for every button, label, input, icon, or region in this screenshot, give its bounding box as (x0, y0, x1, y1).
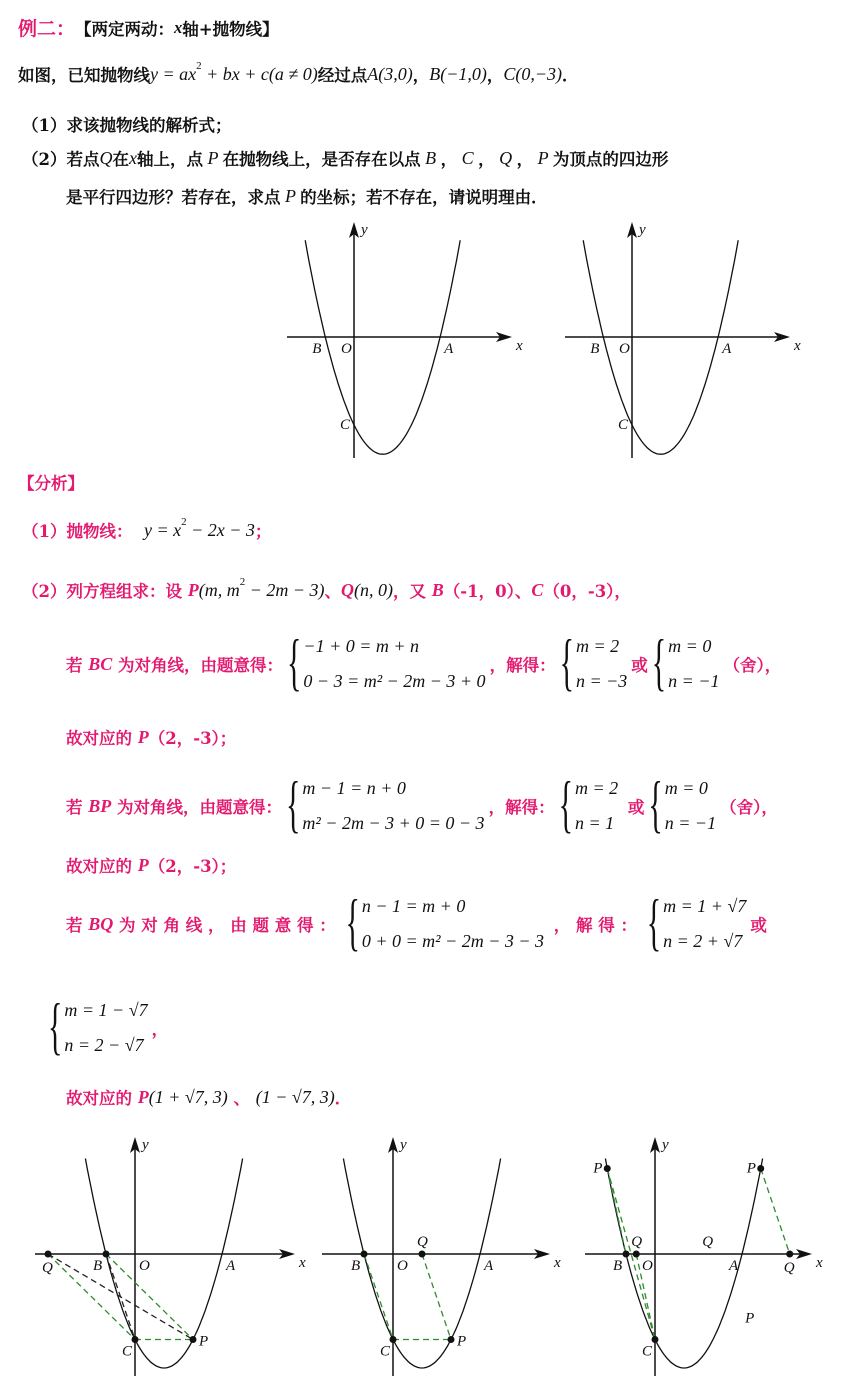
parabola-figure (322, 1137, 561, 1376)
math-text: C (457, 147, 479, 168)
text-segment: 故对应的 (66, 1089, 138, 1108)
text-segment: ， (478, 150, 495, 169)
point-label: B (351, 1258, 361, 1274)
text-segment: 为 对 角 线 ， 由 题 意 得 ： (113, 916, 342, 935)
point-label: A (722, 341, 732, 357)
text-segment: 【两定两动： (75, 19, 175, 39)
text-segment: 在抛物线上，是否存在以点 (222, 150, 421, 169)
point-dot (757, 1165, 764, 1172)
brace-icon: { (559, 628, 574, 698)
text-segment: （0，-3）， (543, 582, 631, 601)
equation-row: m² − 2m − 3 + 0 = 0 − 3 (302, 813, 485, 833)
math-text: P (533, 147, 553, 168)
text-segment: 或 (622, 798, 645, 817)
text-segment: ， (412, 66, 430, 85)
text-segment: 、 (324, 582, 342, 601)
math-text: B (431, 579, 444, 600)
text-segment: （2，-3）； (148, 729, 237, 748)
equation-row: 0 + 0 = m² − 2m − 3 − 3 (361, 931, 545, 951)
dashed-segment (106, 1254, 135, 1340)
point-label: P (593, 1160, 603, 1177)
math-text: Q (341, 579, 355, 600)
point-label: O (139, 1258, 150, 1274)
point-dot (419, 1251, 426, 1258)
text-segment: ， (486, 66, 504, 85)
parabola-figure (585, 1137, 823, 1376)
point-dot (448, 1336, 455, 1343)
text-segment: 【分析】 (18, 474, 84, 493)
point-dot (45, 1251, 52, 1258)
point-label: B (312, 341, 322, 357)
parabola-figure (565, 222, 801, 458)
equation-row: n = 2 − √7 (64, 1035, 144, 1055)
point-label: O (341, 341, 352, 357)
y-axis-label: y (361, 222, 368, 238)
parabola-figure (35, 1137, 306, 1376)
dashed-segment (48, 1254, 135, 1340)
point-label: C (122, 1343, 133, 1360)
text-segment: ． (562, 66, 579, 85)
math-text: y = ax (150, 63, 197, 84)
text-segment: ，又 (393, 582, 432, 601)
text-segment: 、 (227, 1089, 256, 1108)
equation-row: n = −1 (668, 671, 720, 691)
text-segment: ； (254, 522, 272, 541)
point-dot (786, 1251, 793, 1258)
math-text: Q (99, 147, 113, 168)
point-dot (132, 1336, 139, 1343)
parabola-figure (287, 222, 523, 458)
equation-row: n = 1 (574, 813, 615, 833)
text-segment: 故对应的 (66, 857, 138, 876)
equation-row: n − 1 = m + 0 (361, 896, 466, 916)
point-dot (652, 1336, 659, 1343)
point-label: Q (702, 1234, 714, 1250)
text-segment: 是平行四边形？若存在，求点 (66, 188, 281, 207)
text-segment: 的坐标；若不存在，请说明理由． (300, 188, 548, 207)
text-segment: （2，-3）； (148, 857, 237, 876)
point-label: A (444, 341, 454, 357)
math-text: − 2x − 3 (186, 519, 255, 540)
dashed-segment (761, 1169, 790, 1255)
point-label: A (484, 1258, 494, 1274)
point-dot (633, 1251, 640, 1258)
point-dot (361, 1251, 368, 1258)
point-label: A (226, 1258, 236, 1274)
math-text: BP (88, 795, 112, 816)
text-segment: 轴上，点 (136, 150, 203, 169)
text-segment: ， (516, 150, 534, 169)
brace-icon: { (648, 770, 663, 840)
math-text: P (187, 579, 199, 600)
text-segment: 经过点 (317, 66, 368, 85)
point-dot (623, 1251, 630, 1258)
text-segment: 若 (66, 916, 89, 935)
dashed-segment (364, 1254, 393, 1340)
point-label: O (619, 341, 630, 357)
text-segment: ，解得： (488, 798, 555, 817)
math-text: 2 (196, 60, 202, 72)
equation-row: m = 2 (575, 636, 620, 656)
point-label: P (457, 1333, 467, 1350)
math-text: P (137, 1086, 149, 1107)
math-text: BQ (88, 913, 114, 934)
math-text: + bx + c(a ≠ 0) (201, 63, 318, 84)
math-text: P (137, 726, 149, 747)
equation-row: n = 2 + √7 (663, 931, 743, 951)
equation-row: 0 − 3 = m² − 2m − 3 + 0 (303, 671, 486, 691)
point-label: Q (42, 1260, 53, 1276)
text-segment: 轴+抛物线】 (182, 19, 279, 39)
point-dot (103, 1251, 110, 1258)
math-text: P (137, 854, 149, 875)
text-segment: （舍）， (720, 798, 778, 817)
brace-icon: { (286, 770, 301, 840)
brace-icon: { (646, 888, 662, 958)
text-segment: 或 (631, 656, 648, 675)
brace-icon: { (651, 628, 667, 698)
equation-row: m = 0 (668, 636, 712, 656)
parabola-curve (85, 1159, 242, 1369)
math-text: C(0,−3) (503, 63, 563, 84)
x-axis-label: x (554, 1255, 561, 1271)
brace-icon: { (345, 888, 360, 958)
text-segment: （1）求该抛物线的解析式； (22, 116, 232, 135)
text-segment: （1）抛物线： (22, 522, 144, 541)
point-dot (190, 1336, 197, 1343)
text-segment: ，解得： (489, 656, 556, 675)
parabola-curve (583, 240, 738, 454)
point-label: Q (783, 1260, 795, 1276)
text-segment: （舍）， (723, 656, 782, 675)
math-text: B(−1,0) (429, 63, 487, 84)
equation-row: −1 + 0 = m + n (303, 636, 420, 656)
point-label: B (93, 1258, 103, 1274)
math-text: (n, 0) (354, 579, 394, 600)
math-text: BC (88, 653, 113, 674)
parabola-curve (343, 1159, 500, 1369)
text-segment: 或 (750, 916, 767, 935)
text-segment: 为对角线，由题意得： (111, 798, 283, 817)
y-axis-label: y (662, 1137, 669, 1153)
math-text: − 2m − 3) (245, 579, 325, 600)
equation-row: n = −3 (575, 671, 628, 691)
equation-row: m − 1 = n + 0 (302, 778, 406, 798)
parabola-curve (605, 1159, 762, 1369)
text-segment: （2）若点 (22, 150, 100, 169)
math-text: (1 − √7, 3) (255, 1086, 335, 1107)
point-dot (604, 1165, 611, 1172)
text-segment: （2）列方程组求：设 (22, 582, 188, 601)
math-text: C (531, 579, 544, 600)
point-label: Q (417, 1234, 428, 1250)
point-label: P (745, 1310, 755, 1327)
x-axis-label: x (516, 338, 523, 354)
equation-row: m = 1 − √7 (64, 1000, 148, 1020)
text-segment: ， (440, 150, 458, 169)
x-axis-label: x (299, 1255, 306, 1271)
y-axis-label: y (400, 1137, 407, 1153)
text-segment: 若 (66, 656, 89, 675)
text-segment: 若 (66, 798, 89, 817)
text-segment: 如图，已知抛物线 (18, 66, 150, 85)
text-segment: ， 解 得 ： (548, 916, 643, 935)
math-text: y = x (143, 519, 182, 540)
point-label: B (590, 341, 600, 357)
text-segment: ． (334, 1089, 352, 1108)
x-axis-label: x (816, 1255, 823, 1271)
point-label: P (746, 1160, 756, 1177)
point-label: Q (631, 1234, 643, 1250)
text-segment: 故对应的 (66, 729, 138, 748)
equation-row: m = 0 (664, 778, 708, 798)
parabola-curve (305, 240, 460, 454)
brace-icon: { (287, 628, 302, 698)
text-segment: ， (151, 1020, 169, 1039)
equation-row: n = −1 (664, 813, 717, 833)
text-segment: 为对角线，由题意得： (112, 656, 284, 675)
math-text: x (128, 147, 137, 168)
math-text: (1 + √7, 3) (148, 1086, 228, 1107)
brace-icon: { (48, 992, 63, 1062)
point-label: C (340, 416, 351, 433)
math-text: 2 (181, 516, 187, 528)
point-label: O (397, 1258, 408, 1274)
x-axis-label: x (794, 338, 801, 354)
math-text: A(3,0) (367, 63, 413, 84)
text-segment: 在 (112, 150, 129, 169)
equation-row: m = 2 (574, 778, 619, 798)
dashed-segment (422, 1254, 451, 1340)
text-segment: x (174, 17, 183, 37)
point-label: P (199, 1333, 209, 1350)
text-segment: 为顶点的四边形 (552, 150, 669, 169)
math-text: P (280, 185, 301, 206)
point-label: C (618, 416, 629, 433)
y-axis-label: y (639, 222, 646, 238)
dashed-segment (607, 1169, 626, 1255)
text-segment: 例二： (18, 18, 76, 40)
point-label: C (642, 1343, 653, 1360)
text-segment: （-1，0）、 (443, 582, 532, 601)
math-text: 2 (239, 576, 246, 588)
math-text: P (202, 147, 223, 168)
equation-row: m = 1 + √7 (663, 896, 747, 916)
point-label: C (380, 1343, 391, 1360)
point-label: B (613, 1258, 623, 1274)
y-axis-label: y (142, 1137, 149, 1153)
brace-icon: { (558, 770, 573, 840)
point-dot (390, 1336, 397, 1343)
math-text: Q (494, 147, 517, 168)
math-text: (m, m (198, 579, 240, 600)
point-label: A (729, 1258, 739, 1274)
math-text: B (420, 147, 441, 168)
point-label: O (642, 1258, 653, 1274)
